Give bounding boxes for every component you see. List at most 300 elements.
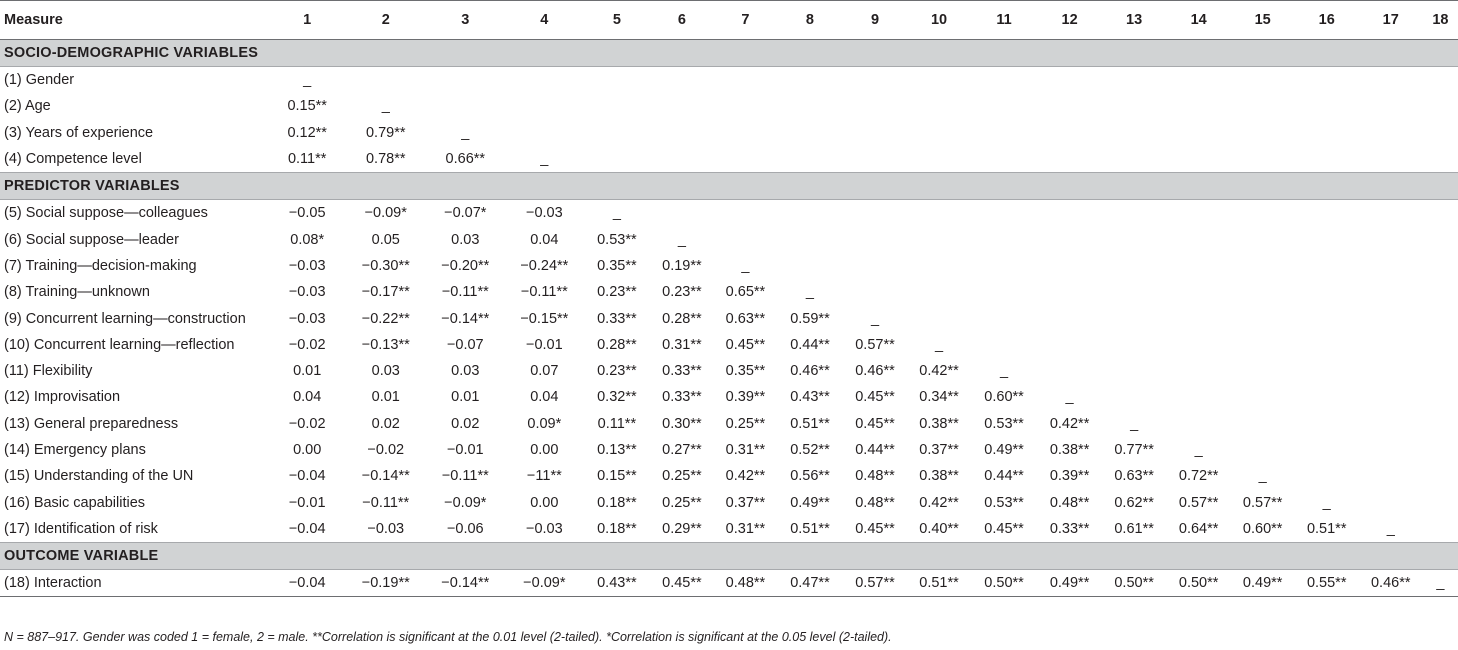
correlation-cell: 0.38** (919, 468, 959, 485)
table-row (0, 358, 1458, 384)
correlation-cell (1167, 226, 1231, 252)
correlation-cell (1359, 146, 1423, 173)
section-header-row (0, 173, 1458, 200)
correlation-cell (908, 67, 971, 94)
correlation-cell (1231, 437, 1295, 463)
correlation-cell (1231, 93, 1295, 119)
correlation-cell: 0.37** (725, 494, 766, 511)
measure-label: (10) Concurrent learning—reflection (4, 336, 235, 353)
correlation-cell: 0.00 (530, 442, 559, 458)
correlation-cell: −0.14** (441, 310, 490, 327)
correlation-cell (583, 93, 650, 119)
table-row (0, 570, 1458, 597)
correlation-cell (777, 146, 842, 173)
measure-label: (6) Social suppose—leader (4, 231, 179, 248)
column-header-18: 18 (1423, 1, 1458, 40)
correlation-cell (1038, 358, 1102, 384)
correlation-cell: 0.42** (919, 363, 959, 380)
table-row (0, 516, 1458, 543)
correlation-cell (1231, 200, 1295, 227)
correlation-cell (650, 200, 713, 227)
correlation-cell: 0.78** (365, 151, 406, 168)
correlation-cell (1102, 332, 1167, 358)
correlation-cell: 0.49** (1038, 570, 1102, 597)
correlation-cell: _ (870, 310, 880, 327)
correlation-cell (1038, 146, 1102, 173)
correlation-cell (1295, 253, 1359, 279)
table-row (0, 384, 1458, 410)
correlation-cell: 0.27** (662, 442, 702, 458)
correlation-cell: 0.72** (1178, 468, 1219, 485)
column-header-2: 2 (346, 1, 425, 40)
correlation-cell: −0.11** (441, 468, 489, 485)
table-row (0, 200, 1458, 227)
correlation-cell: 0.01 (451, 389, 480, 406)
correlation-cell (1102, 93, 1167, 119)
correlation-cell: 0.03 (451, 363, 480, 380)
correlation-cell: 0.33** (662, 363, 702, 380)
measure-label: (3) Years of experience (4, 124, 154, 141)
correlation-cell: 0.50** (971, 570, 1038, 597)
correlation-cell: −0.01 (446, 442, 484, 458)
correlation-cell: _ (1423, 570, 1458, 597)
correlation-cell: 0.35** (597, 257, 637, 274)
correlation-cell: −0.06 (446, 520, 484, 537)
correlation-cell: 0.11** (287, 151, 327, 168)
correlation-cell (842, 253, 907, 279)
correlation-cell: −0.09* (364, 205, 407, 222)
correlation-cell: 0.03 (371, 363, 400, 380)
correlation-cell (777, 120, 842, 146)
column-header-measure: Measure (0, 1, 268, 40)
correlation-cell: 0.57** (1178, 494, 1219, 511)
column-header-16: 16 (1295, 1, 1359, 40)
correlation-cell (971, 332, 1038, 358)
correlation-cell: −0.14** (425, 570, 505, 597)
correlation-cell: 0.18** (597, 494, 637, 511)
correlation-cell: 0.33** (1049, 520, 1090, 537)
correlation-cell: 0.32** (597, 389, 637, 406)
correlation-cell: 0.25** (725, 415, 766, 432)
correlation-cell: 0.25** (662, 468, 702, 485)
section-label: OUTCOME VARIABLE (0, 543, 1458, 570)
correlation-cell (1423, 67, 1458, 94)
correlation-cell (1038, 226, 1102, 252)
column-header-6: 6 (650, 1, 713, 40)
correlation-cell (908, 200, 971, 227)
correlation-cell (713, 120, 777, 146)
correlation-cell (1102, 279, 1167, 305)
correlation-cell (650, 146, 713, 173)
correlation-cell: 0.42** (1049, 415, 1090, 432)
correlation-cell (1295, 384, 1359, 410)
correlation-cell: 0.50** (1102, 570, 1167, 597)
correlation-cell: 0.40** (919, 520, 959, 537)
correlation-cell: 0.51** (908, 570, 971, 597)
correlation-cell: 0.55** (1295, 570, 1359, 597)
correlation-cell: 0.50** (1167, 570, 1231, 597)
correlation-cell (1038, 200, 1102, 227)
correlation-cell: _ (741, 257, 750, 274)
correlation-cell: 0.57** (842, 570, 907, 597)
column-header-4: 4 (505, 1, 583, 40)
correlation-cell: 0.53** (984, 494, 1024, 511)
correlation-cell: 0.04 (293, 389, 322, 406)
correlation-cell (1167, 411, 1231, 437)
correlation-cell: 0.77** (1114, 442, 1154, 458)
correlation-cell: 0.02 (451, 415, 480, 432)
correlation-cell (1231, 226, 1295, 252)
correlation-cell (777, 226, 842, 252)
measure-label: (1) Gender (4, 72, 75, 89)
correlation-cell (1359, 279, 1423, 305)
correlation-cell: 0.03 (451, 231, 480, 248)
correlation-cell: 0.45** (855, 415, 895, 432)
correlation-cell (713, 146, 777, 173)
correlation-cell (1231, 332, 1295, 358)
correlation-cell: −0.13** (361, 336, 410, 353)
correlation-cell (583, 120, 650, 146)
correlation-cell: 0.04 (530, 389, 559, 406)
correlation-cell (908, 120, 971, 146)
table-row (0, 120, 1458, 146)
correlation-cell (1231, 279, 1295, 305)
correlation-cell: −0.03 (525, 520, 563, 537)
correlation-cell: −0.15** (520, 310, 569, 327)
correlation-cell: 0.44** (790, 336, 830, 353)
correlation-cell: 0.39** (725, 389, 766, 406)
correlation-cell: 0.42** (725, 468, 766, 485)
correlation-cell (908, 146, 971, 173)
correlation-cell: 0.51** (790, 415, 830, 432)
correlation-cell: −0.04 (288, 520, 326, 537)
correlation-cell (583, 146, 650, 173)
correlation-cell: 0.51** (1306, 520, 1347, 537)
correlation-cell: −0.20** (441, 257, 490, 274)
correlation-cell: 0.45** (855, 520, 895, 537)
correlation-cell: 0.63** (1114, 468, 1154, 485)
correlation-cell (777, 93, 842, 119)
correlation-cell: 0.15** (287, 98, 327, 115)
correlation-cell: −0.04 (288, 468, 326, 485)
correlation-cell: −0.30** (361, 257, 410, 274)
measure-label: (17) Identification of risk (4, 520, 158, 537)
correlation-cell (971, 279, 1038, 305)
column-header-12: 12 (1038, 1, 1102, 40)
correlation-cell: 0.19** (662, 257, 702, 274)
section-label: SOCIO-DEMOGRAPHIC VARIABLES (0, 40, 1458, 67)
correlation-cell: 0.63** (725, 310, 766, 327)
correlation-cell: 0.49** (790, 494, 830, 511)
correlation-cell (1102, 253, 1167, 279)
correlation-cell (1359, 67, 1423, 94)
correlation-cell (1102, 384, 1167, 410)
correlation-cell (1038, 279, 1102, 305)
correlation-cell (1295, 332, 1359, 358)
table-row (0, 489, 1458, 515)
correlation-cell (1359, 200, 1423, 227)
correlation-cell: _ (934, 336, 944, 353)
correlation-cell (1167, 305, 1231, 331)
correlation-cell: −0.04 (268, 570, 346, 597)
correlation-cell: 0.52** (790, 442, 830, 458)
table-footnote: N = 887–917. Gender was coded 1 = female, 2 = male. **Correlation is significant at the 0.01 level (2-tailed). *Correlation is significant at the 0.05 level (2-tailed). (4, 630, 892, 644)
correlation-cell (1359, 120, 1423, 146)
measure-label: (2) Age (4, 98, 51, 115)
header-row (0, 1, 1458, 40)
column-header-11: 11 (971, 1, 1038, 40)
correlation-cell: −0.14** (361, 468, 410, 485)
correlation-cell (713, 67, 777, 94)
correlation-cell: −0.09* (505, 570, 583, 597)
correlation-cell: _ (1194, 442, 1203, 458)
correlation-cell: −0.01 (525, 336, 563, 353)
correlation-cell (1295, 93, 1359, 119)
correlation-cell (1295, 67, 1359, 94)
correlation-cell: 0.01 (371, 389, 400, 406)
correlation-cell (1295, 200, 1359, 227)
correlation-cell (1423, 516, 1458, 543)
correlation-cell (1359, 253, 1423, 279)
correlation-cell: 0.42** (919, 494, 959, 511)
correlation-cell: 0.57** (1242, 494, 1283, 511)
correlation-cell: 0.48** (713, 570, 777, 597)
measure-label: (5) Social suppose—colleagues (4, 205, 208, 222)
correlation-cell: 0.43** (583, 570, 650, 597)
correlation-cell (1359, 332, 1423, 358)
measure-label: (13) General preparedness (4, 415, 179, 432)
correlation-cell: 0.49** (1231, 570, 1295, 597)
correlation-cell: 0.59** (790, 310, 830, 327)
correlation-cell: 0.46** (1359, 570, 1423, 597)
correlation-cell (505, 93, 583, 119)
correlation-cell: −0.24** (520, 257, 569, 274)
correlation-cell (1359, 226, 1423, 252)
correlation-cell (1423, 146, 1458, 173)
correlation-cell (1231, 67, 1295, 94)
correlation-cell (842, 200, 907, 227)
correlation-cell (1295, 146, 1359, 173)
correlation-cell: −0.02 (288, 336, 326, 353)
correlation-cell (842, 93, 907, 119)
section-label: PREDICTOR VARIABLES (0, 173, 1458, 200)
correlation-cell: 0.34** (919, 389, 959, 406)
correlation-cell (1102, 226, 1167, 252)
correlation-cell: _ (540, 151, 549, 168)
correlation-cell (1038, 67, 1102, 94)
correlation-cell (1359, 463, 1423, 489)
table-row (0, 226, 1458, 252)
measure-label: (14) Emergency plans (4, 442, 146, 458)
correlation-cell: 0.60** (1242, 520, 1283, 537)
correlation-cell (971, 226, 1038, 252)
correlation-cell (583, 67, 650, 94)
correlation-cell: 0.65** (725, 284, 766, 301)
correlation-cell (1038, 120, 1102, 146)
measure-label: (9) Concurrent learning—construction (4, 310, 246, 327)
column-header-3: 3 (425, 1, 505, 40)
correlation-cell: −0.11** (520, 284, 568, 301)
table-row (0, 67, 1458, 94)
correlation-cell: 0.08* (290, 231, 325, 248)
correlation-cell: 0.64** (1178, 520, 1219, 537)
correlation-cell: _ (1322, 494, 1331, 511)
correlation-cell: 0.33** (597, 310, 637, 327)
correlation-cell: 0.48** (855, 468, 895, 485)
correlation-cell (1038, 253, 1102, 279)
correlation-cell: 0.30** (662, 415, 702, 432)
measure-label: (8) Training—unknown (4, 284, 150, 301)
correlation-cell: 0.48** (1049, 494, 1090, 511)
correlation-cell (1295, 437, 1359, 463)
column-header-17: 17 (1359, 1, 1423, 40)
correlation-cell: 0.28** (662, 310, 702, 327)
correlation-cell (1295, 226, 1359, 252)
column-header-14: 14 (1167, 1, 1231, 40)
correlation-cell (908, 305, 971, 331)
correlation-cell (1295, 120, 1359, 146)
correlation-cell: 0.39** (1049, 468, 1090, 485)
correlation-cell (1359, 437, 1423, 463)
correlation-cell (1423, 489, 1458, 515)
correlation-cell: 0.13** (597, 442, 637, 458)
table-row (0, 411, 1458, 437)
correlation-cell: 0.44** (984, 468, 1024, 485)
correlation-cell: 0.48** (855, 494, 895, 511)
correlation-cell (1295, 305, 1359, 331)
correlation-cell: 0.45** (984, 520, 1024, 537)
measure-label: (12) Improvisation (4, 389, 121, 406)
correlation-cell (1359, 93, 1423, 119)
correlation-cell (908, 226, 971, 252)
correlation-cell: 0.61** (1114, 520, 1154, 537)
measure-label: (16) Basic capabilities (4, 494, 146, 511)
correlation-cell: 0.38** (1049, 442, 1090, 458)
column-header-5: 5 (583, 1, 650, 40)
correlation-cell (1167, 358, 1231, 384)
correlation-cell: _ (612, 205, 621, 222)
correlation-cell (1167, 279, 1231, 305)
correlation-cell (1167, 146, 1231, 173)
table-row (0, 279, 1458, 305)
correlation-cell: 0.56** (790, 468, 830, 485)
column-header-1: 1 (268, 1, 346, 40)
correlation-cell: _ (461, 124, 470, 141)
correlation-cell (1359, 411, 1423, 437)
correlation-cell: −11** (526, 468, 562, 485)
correlation-cell: −0.03 (367, 520, 405, 537)
correlation-cell (505, 120, 583, 146)
correlation-cell (1359, 305, 1423, 331)
correlation-cell: 0.12** (287, 124, 327, 141)
correlation-cell: 0.31** (725, 442, 766, 458)
correlation-cell (425, 67, 505, 94)
correlation-cell (1102, 200, 1167, 227)
column-header-15: 15 (1231, 1, 1295, 40)
correlation-cell (971, 200, 1038, 227)
correlation-cell: 0.35** (725, 363, 766, 380)
correlation-cell: 0.53** (984, 415, 1024, 432)
correlation-cell (1167, 253, 1231, 279)
correlation-cell: 0.47** (777, 570, 842, 597)
correlation-cell: 0.33** (662, 389, 702, 406)
column-header-8: 8 (777, 1, 842, 40)
correlation-cell (505, 67, 583, 94)
correlation-cell (1423, 437, 1458, 463)
correlation-cell: _ (1258, 468, 1267, 485)
correlation-cell (1167, 120, 1231, 146)
correlation-cell (1231, 358, 1295, 384)
correlation-cell (1231, 146, 1295, 173)
column-header-9: 9 (842, 1, 907, 40)
correlation-cell: _ (381, 98, 390, 115)
table-row (0, 253, 1458, 279)
correlation-cell (1423, 253, 1458, 279)
correlation-cell (1295, 279, 1359, 305)
correlation-cell (425, 93, 505, 119)
measure-label: (7) Training—decision-making (4, 257, 197, 274)
table-row (0, 93, 1458, 119)
correlation-cell (1167, 200, 1231, 227)
correlation-cell: −0.11** (441, 284, 489, 301)
correlation-cell (971, 67, 1038, 94)
correlation-cell (1295, 358, 1359, 384)
correlation-cell (1231, 253, 1295, 279)
correlation-cell: −0.02 (367, 442, 405, 458)
correlation-cell (908, 93, 971, 119)
correlation-cell (1038, 332, 1102, 358)
table-row (0, 437, 1458, 463)
correlation-cell (842, 146, 907, 173)
measure-label: (11) Flexibility (4, 363, 93, 380)
correlation-cell (842, 67, 907, 94)
correlation-cell: 0.15** (597, 468, 637, 485)
measure-label: (4) Competence level (4, 151, 142, 168)
correlation-cell (1295, 463, 1359, 489)
correlation-cell (1423, 305, 1458, 331)
correlation-cell (650, 67, 713, 94)
correlation-cell: 0.28** (597, 336, 637, 353)
correlation-cell (1231, 411, 1295, 437)
correlation-cell (842, 279, 907, 305)
correlation-cell: −0.19** (346, 570, 425, 597)
correlation-cell: 0.23** (597, 284, 637, 301)
correlation-cell: 0.23** (662, 284, 702, 301)
correlation-cell (1102, 120, 1167, 146)
correlation-cell (908, 279, 971, 305)
table-row (0, 463, 1458, 489)
correlation-cell (777, 200, 842, 227)
correlation-cell (1167, 93, 1231, 119)
correlation-cell (346, 67, 425, 94)
correlation-cell (1295, 411, 1359, 437)
table-row (0, 146, 1458, 173)
correlation-cell (1167, 332, 1231, 358)
correlation-cell: 0.49** (984, 442, 1024, 458)
correlation-cell (1102, 358, 1167, 384)
correlation-cell: −0.03 (288, 257, 326, 274)
correlation-cell (971, 93, 1038, 119)
correlation-cell: −0.09* (444, 494, 487, 511)
correlation-cell (1423, 411, 1458, 437)
correlation-cell: −0.03 (525, 205, 563, 222)
correlation-cell (1231, 384, 1295, 410)
measure-label: (18) Interaction (0, 570, 268, 597)
correlation-cell: −0.01 (288, 494, 326, 511)
correlation-cell (842, 226, 907, 252)
correlation-cell: 0.38** (919, 415, 959, 432)
correlation-cell (1423, 279, 1458, 305)
